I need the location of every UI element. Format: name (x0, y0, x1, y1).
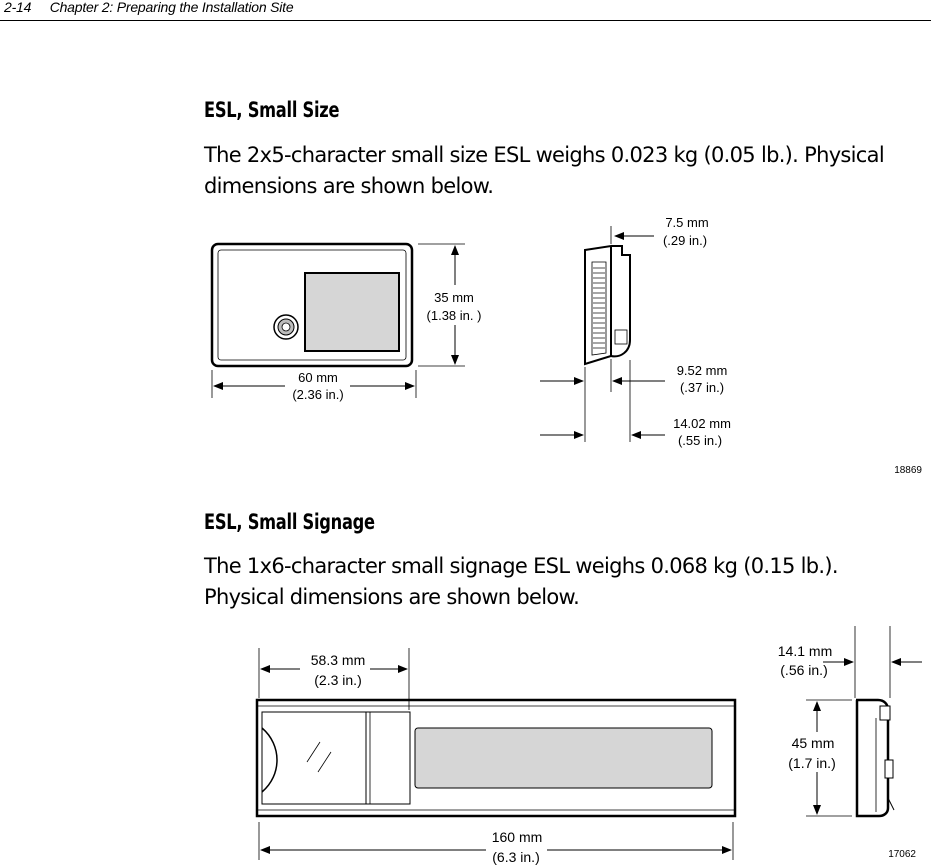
signage-side-view (856, 700, 894, 816)
width-dimension (212, 370, 416, 398)
body-line: The 2x5-character small size ESL weighs 0.023 kg (0.05 lb.). Physical (204, 143, 884, 167)
body-line: Physical dimensions are shown below. (204, 585, 580, 609)
height-mm-label: 35 mm (434, 290, 474, 305)
signage-height-in-label: (1.7 in.) (788, 755, 836, 771)
esl-side-view (585, 246, 630, 364)
button-icon (274, 315, 298, 339)
section-heading-small-size: ESL, Small Size (204, 98, 340, 122)
length-in-label: (6.3 in.) (492, 849, 540, 865)
width-mm-label: 60 mm (298, 370, 338, 385)
signage-depth-dimension (806, 626, 922, 816)
section-heading-small-signage: ESL, Small Signage (204, 510, 375, 534)
page-number: 2-14 (4, 0, 32, 15)
top-depth-in-label: (.29 in.) (662, 233, 708, 248)
signage-front-view (257, 700, 735, 816)
depth-mm-label: 14.1 mm (777, 643, 833, 659)
page-header (4, 0, 293, 15)
depth-in-label: (.56 in.) (780, 662, 828, 678)
top-depth-mm-label: 7.5 mm (665, 215, 709, 230)
overall-depth-in-label: (.55 in.) (677, 433, 723, 448)
section-body-small-signage (204, 551, 924, 613)
length-dimension (259, 822, 733, 860)
signage-height-mm-label: 45 mm (791, 735, 835, 751)
esl-front-view (212, 244, 412, 366)
section-body-small-size (204, 140, 924, 202)
overall-depth-mm-label: 14.02 mm (673, 416, 731, 431)
header-rule (0, 20, 931, 21)
depth-dimensions (540, 226, 665, 442)
figure-number: 17062 (888, 849, 916, 860)
height-dimension (418, 244, 465, 366)
height-in-label: (1.38 in. ) (426, 308, 482, 323)
window-width-dimension (259, 648, 409, 710)
window-width-mm-label: 58.3 mm (310, 652, 366, 668)
chapter-title: Chapter 2: Preparing the Installation Site (49, 0, 294, 15)
body-line: dimensions are shown below. (204, 174, 494, 198)
body-line: The 1x6-character small signage ESL weighs 0.068 kg (0.15 lb.). (204, 554, 838, 578)
window-width-in-label: (2.3 in.) (314, 672, 362, 688)
width-in-label: (2.36 in.) (292, 387, 344, 402)
base-depth-mm-label: 9.52 mm (676, 363, 728, 378)
base-depth-in-label: (.37 in.) (679, 380, 725, 395)
length-mm-label: 160 mm (491, 829, 543, 845)
figure-number: 18869 (894, 465, 922, 476)
